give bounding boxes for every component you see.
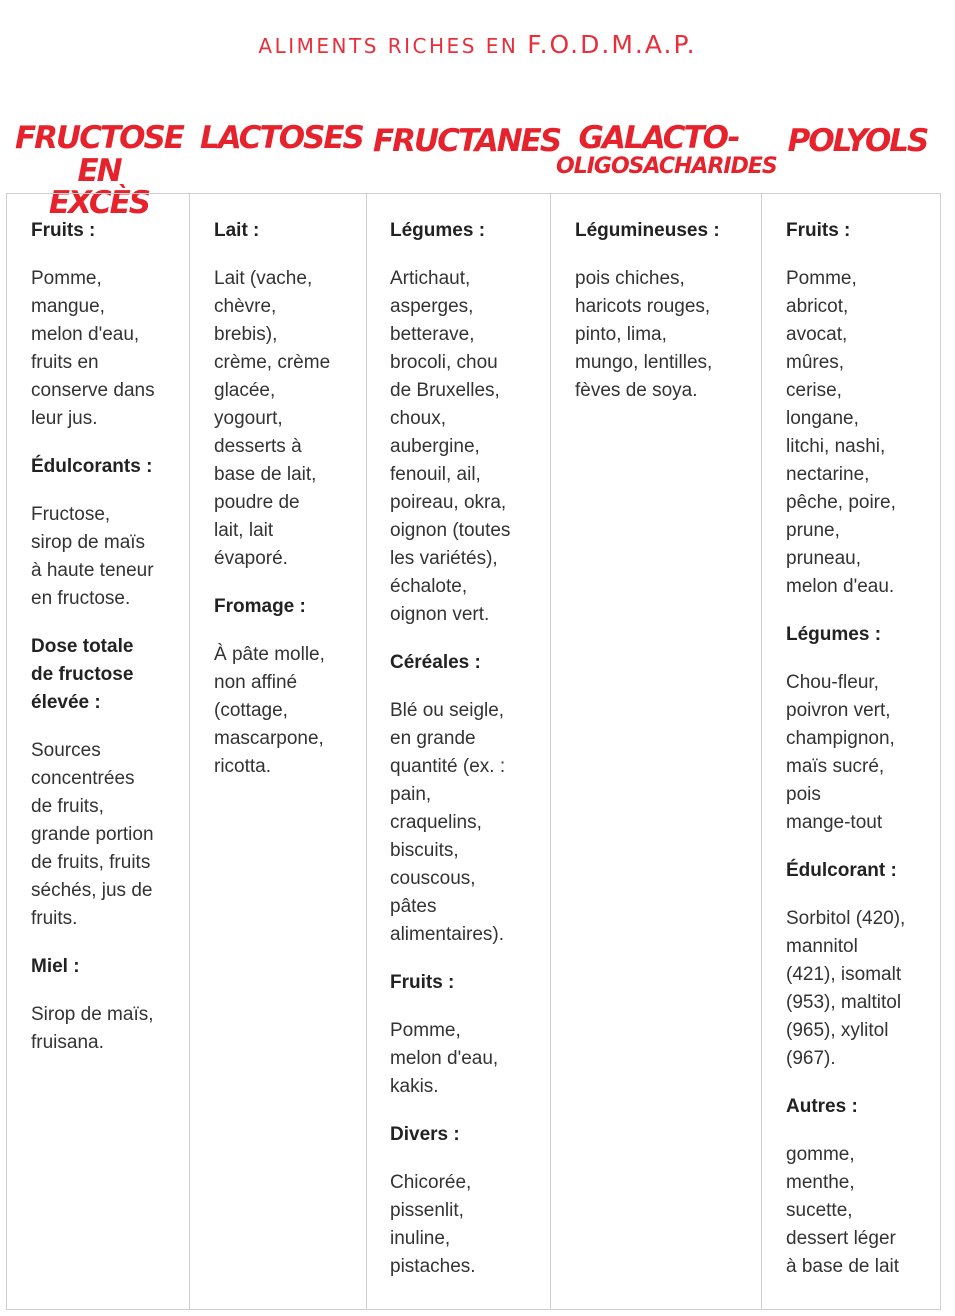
column-lactoses	[214, 217, 364, 801]
section-text: gomme, menthe, sucette, dessert léger à base de lait	[786, 1144, 900, 1277]
section-label: Édulcorants :	[31, 456, 153, 477]
section-text: pois chiches, haricots rouges, pinto, lima, mungo, lentilles, fèves de soya.	[575, 268, 713, 401]
section-label: Légumineuses :	[575, 220, 720, 241]
section-label: Légumes :	[786, 624, 882, 645]
section-label: Édulcorant :	[786, 860, 897, 881]
table-border-right	[940, 194, 941, 1309]
section-text: À pâte molle, non affiné (cottage, mascarpone, ricotta.	[214, 644, 325, 777]
heading-lactoses: LACTOSES	[200, 120, 363, 156]
fodmap-table	[6, 193, 941, 1310]
column-galacto	[575, 217, 757, 425]
column-fructanes	[390, 217, 548, 1301]
title-prefix: ALIMENTS RICHES EN	[258, 34, 528, 58]
section-label: Lait :	[214, 220, 260, 241]
heading-galacto	[556, 120, 777, 179]
section-text: Chicorée, pissenlit, inuline, pistaches.	[390, 1172, 476, 1277]
section-label: Fruits :	[31, 220, 96, 241]
section-text: Blé ou seigle, en grande quantité (ex. : pain, craquelins, biscuits, couscous, pâtes alimentaires).	[390, 700, 506, 945]
section-label: Fruits :	[786, 220, 851, 241]
section-text: Pomme, abricot, avocat, mûres, cerise, longane, litchi, nashi, nectarine, pêche, poire, prune, pruneau, melon d'eau.	[786, 268, 896, 597]
table-divider-2	[366, 194, 367, 1309]
section-text: Pomme, melon d'eau, kakis.	[390, 1020, 499, 1097]
section-label: Divers :	[390, 1124, 460, 1145]
section-text: Artichaut, asperges, betterave, brocoli, chou de Bruxelles, choux, aubergine, fenouil, ail, poireau, okra, oignon (toutes les variétés), échalote, oignon vert.	[390, 268, 511, 625]
section-label: Miel :	[31, 956, 80, 977]
section-text: Pomme, mangue, melon d'eau, fruits en conserve dans leur jus.	[31, 268, 155, 429]
section-text: Sirop de maïs, fruisana.	[31, 1004, 154, 1053]
section-label: Fruits :	[390, 972, 455, 993]
page-title	[0, 30, 955, 59]
section-text: Lait (vache, chèvre, brebis), crème, crème glacée, yogourt, desserts à base de lait, poudre de lait, lait évaporé.	[214, 268, 331, 569]
section-label: Céréales :	[390, 652, 481, 673]
table-border-left	[6, 194, 7, 1309]
table-divider-1	[189, 194, 190, 1309]
heading-fructanes: FRUCTANES	[373, 123, 561, 159]
section-label: Fromage :	[214, 596, 306, 617]
section-text: Sources concentrées de fruits, grande portion de fruits, fruits séchés, jus de fruits.	[31, 740, 154, 929]
heading-galacto-line2: OLIGOSACHARIDES	[556, 153, 777, 179]
section-label: Légumes :	[390, 220, 486, 241]
section-label: Dose totale de fructose élevée :	[31, 636, 134, 713]
table-divider-4	[761, 194, 762, 1309]
title-fodmap: F.O.D.M.A.P.	[527, 30, 697, 59]
column-polyols	[786, 217, 938, 1301]
section-text: Chou-fleur, poivron vert, champignon, maïs sucré, pois mange-tout	[786, 672, 895, 833]
heading-fructose: FRUCTOSE EN EXCÈS	[15, 120, 183, 222]
heading-galacto-line1: GALACTO-	[578, 120, 739, 156]
section-text: Sorbitol (420), mannitol (421), isomalt (953), maltitol (965), xylitol (967).	[786, 908, 906, 1069]
section-text: Fructose, sirop de maïs à haute teneur en fructose.	[31, 504, 154, 609]
heading-polyols: POLYOLS	[787, 123, 928, 159]
column-fructose	[31, 217, 186, 1077]
section-label: Autres :	[786, 1096, 858, 1117]
table-divider-3	[550, 194, 551, 1309]
